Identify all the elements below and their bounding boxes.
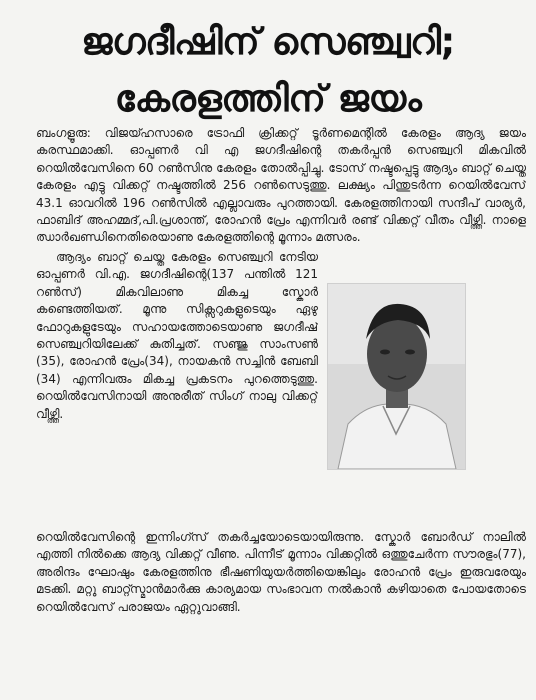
clipped-previous-line — [0, 0, 536, 10]
article-paragraph-2: ആദ്യം ബാറ്റ് ചെയ്ത കേരളം സെഞ്ച്വറി നേടിയ ഓപ്പണർ വി.എ. ജഗദീഷിന്റെ(137 പന്തിൽ 121 റൺസ്) മികവിലാണു മികച്ച സ്കോർ കണ്ടെത്തിയത്. മൂന്നു സിക്സറുകളുടെയും ഏഴു ഫോറുകളുടേയും സഹായത്തോടെയാണു ജഗദീഷ് സെഞ്ച്വറിയിലേക്ക് കുതിച്ചത്. സഞ്ജു സാംസൺ (35), രോഹൻ പ്രേം(34), നായകൻ സച്ചിൻ ബേബി (34) എന്നിവരും മികച്ച പ്രകടനം പുറത്തെടുത്തു. റെയിൽവേസിനായി അനുരീത് സിംഗ് നാലു വിക്കറ്റ് വീഴ്ത്തി. — [36, 250, 318, 421]
article-paragraph-2-continued — [36, 463, 526, 521]
article-paragraph-3: റെയിൽവേസിന്റെ ഇന്നിംഗ്സ് തകർച്ചയോടെയായിരുന്നു. സ്കോർ ബോർഡ് നാലിൽ എത്തി നിൽക്കെ ആദ്യ വിക്കറ്റ് വീണു. പിന്നീട് മൂന്നാം വിക്കറ്റിൽ ഒത്തുചേർന്ന സൗരഭും(77), അരിന്ദം ഘോഷും കേരളത്തിനു ഭീഷണിയുയർത്തിയെങ്കിലും രോഹൻ പ്രേം ഇരുവരേയും മടക്കി. മറ്റു ബാറ്റ്സ്മാൻമാർക്കു കാര്യമായ സംഭാവന നൽകാൻ കഴിയാതെ പോയതോടെ റെയിൽവേസ് പരാജയം ഏറ്റുവാങ്ങി. — [36, 530, 526, 614]
article-intro-wide — [36, 125, 526, 245]
headline-line-1: ജഗദീഷിന് സെഞ്ച്വറി; — [81, 20, 455, 63]
article-lower-wide — [36, 463, 526, 616]
headline-line-2: കേരളത്തിന് ജയം — [114, 77, 422, 120]
portrait-image — [328, 284, 465, 469]
player-photo — [327, 283, 466, 470]
article-intro: ബംഗളൂരു: വിജയ്ഹസാരെ ട്രോഫി ക്രിക്കറ്റ് ടൂർണമെന്റിൽ കേരളം ആദ്യ ജയം കരസ്ഥമാക്കി. ഓപ്പണർ വി എ ജഗദീഷിന്റെ തകർപ്പൻ സെഞ്ച്വറി മികവിൽ റെയിൽവേസിനെ 60 റൺസിനു കേരളം തോൽപ്പിച്ചു. ടോസ് നഷ്ടപ്പെട്ടു ആദ്യം ബാറ്റ് ചെയ്ത കേരളം എട്ടു വിക്കറ്റ് നഷ്ടത്തിൽ 256 റൺസെടുത്തു. ലക്ഷ്യം പിന്തുടർന്ന റെയിൽവേസ് 43.1 ഓവറിൽ 196 റൺസിൽ എല്ലാവരും പുറത്തായി. കേരളത്തിനായി സന്ദീപ് വാര്യർ, ഫാബിദ് അഹമ്മദ്,പി.പ്രശാന്ത്, രോഹൻ പ്രേം എന്നിവർ രണ്ട് വിക്കറ്റ് വീതം വീഴ്ത്തി. നാളെ ഝാർഖണ്ഡിനെതിരെയാണു കേരളത്തിന്റെ മൂന്നാം മത്സരം. — [36, 126, 526, 245]
